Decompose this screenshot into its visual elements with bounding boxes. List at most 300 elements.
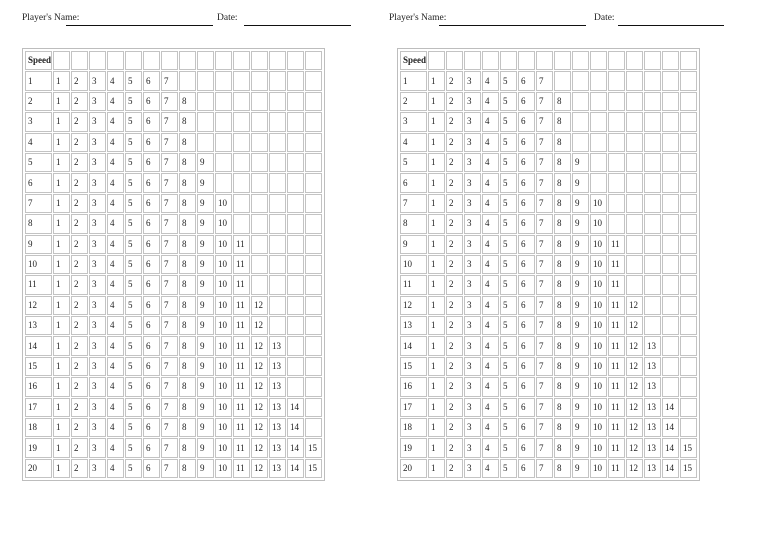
grid-cell[interactable] — [428, 51, 445, 70]
speed-value-cell[interactable]: 2 — [71, 235, 88, 254]
speed-value-cell[interactable]: 10 — [590, 438, 607, 457]
speed-value-cell[interactable]: 8 — [179, 275, 196, 294]
grid-cell[interactable] — [608, 92, 625, 111]
speed-value-cell[interactable]: 1 — [53, 71, 70, 90]
speed-value-cell[interactable]: 1 — [53, 377, 70, 396]
speed-value-cell[interactable]: 10 — [215, 398, 232, 417]
speed-value-cell[interactable]: 5 — [125, 194, 142, 213]
speed-value-cell[interactable]: 14 — [662, 459, 679, 478]
speed-value-cell[interactable]: 6 — [143, 214, 160, 233]
speed-value-cell[interactable]: 7 — [536, 71, 553, 90]
grid-cell[interactable] — [305, 336, 322, 355]
grid-cell[interactable] — [251, 214, 268, 233]
speed-value-cell[interactable]: 10 — [590, 194, 607, 213]
speed-value-cell[interactable]: 9 — [572, 438, 589, 457]
speed-value-cell[interactable]: 8 — [554, 214, 571, 233]
grid-cell[interactable] — [287, 133, 304, 152]
speed-value-cell[interactable]: 4 — [107, 71, 124, 90]
speed-value-cell[interactable]: 5 — [125, 275, 142, 294]
grid-cell[interactable] — [608, 112, 625, 131]
speed-value-cell[interactable]: 3 — [89, 133, 106, 152]
speed-value-cell[interactable]: 13 — [269, 357, 286, 376]
speed-value-cell[interactable]: 7 — [161, 255, 178, 274]
grid-cell[interactable] — [572, 92, 589, 111]
grid-cell[interactable] — [305, 214, 322, 233]
speed-value-cell[interactable]: 2 — [71, 459, 88, 478]
grid-cell[interactable] — [269, 51, 286, 70]
speed-value-cell[interactable]: 10 — [590, 214, 607, 233]
speed-value-cell[interactable]: 4 — [107, 398, 124, 417]
speed-value-cell[interactable]: 4 — [107, 112, 124, 131]
speed-value-cell[interactable]: 6 — [143, 71, 160, 90]
speed-value-cell[interactable]: 3 — [464, 418, 481, 437]
speed-value-cell[interactable]: 6 — [518, 235, 535, 254]
grid-cell[interactable] — [287, 357, 304, 376]
speed-value-cell[interactable]: 6 — [518, 438, 535, 457]
grid-cell[interactable] — [53, 51, 70, 70]
speed-value-cell[interactable]: 4 — [482, 92, 499, 111]
speed-value-cell[interactable]: 11 — [233, 459, 250, 478]
speed-value-cell[interactable]: 12 — [251, 316, 268, 335]
speed-value-cell[interactable]: 3 — [89, 153, 106, 172]
speed-value-cell[interactable]: 6 — [143, 357, 160, 376]
speed-value-cell[interactable]: 10 — [590, 336, 607, 355]
speed-value-cell[interactable]: 3 — [464, 153, 481, 172]
grid-cell[interactable] — [305, 51, 322, 70]
grid-cell[interactable] — [215, 112, 232, 131]
speed-value-cell[interactable]: 5 — [500, 377, 517, 396]
speed-value-cell[interactable]: 13 — [644, 459, 661, 478]
speed-value-cell[interactable]: 7 — [161, 459, 178, 478]
speed-value-cell[interactable]: 11 — [608, 459, 625, 478]
grid-cell[interactable] — [161, 51, 178, 70]
grid-cell[interactable] — [662, 235, 679, 254]
speed-value-cell[interactable]: 10 — [215, 377, 232, 396]
speed-value-cell[interactable]: 15 — [305, 438, 322, 457]
grid-cell[interactable] — [608, 173, 625, 192]
speed-value-cell[interactable]: 5 — [500, 459, 517, 478]
grid-cell[interactable] — [305, 357, 322, 376]
speed-value-cell[interactable]: 3 — [89, 275, 106, 294]
speed-value-cell[interactable]: 14 — [662, 418, 679, 437]
speed-value-cell[interactable]: 7 — [161, 92, 178, 111]
grid-cell[interactable] — [269, 133, 286, 152]
grid-cell[interactable] — [662, 336, 679, 355]
grid-cell[interactable] — [305, 173, 322, 192]
speed-value-cell[interactable]: 7 — [536, 398, 553, 417]
speed-value-cell[interactable]: 7 — [536, 235, 553, 254]
speed-value-cell[interactable]: 10 — [215, 316, 232, 335]
speed-value-cell[interactable]: 11 — [608, 418, 625, 437]
grid-cell[interactable] — [287, 296, 304, 315]
speed-value-cell[interactable]: 4 — [107, 438, 124, 457]
speed-value-cell[interactable]: 3 — [89, 235, 106, 254]
speed-value-cell[interactable]: 1 — [53, 398, 70, 417]
speed-value-cell[interactable]: 6 — [518, 153, 535, 172]
speed-value-cell[interactable]: 7 — [536, 316, 553, 335]
speed-value-cell[interactable]: 12 — [251, 357, 268, 376]
grid-cell[interactable] — [197, 51, 214, 70]
grid-cell[interactable] — [269, 316, 286, 335]
grid-cell[interactable] — [680, 214, 697, 233]
grid-cell[interactable] — [269, 255, 286, 274]
speed-value-cell[interactable]: 7 — [161, 438, 178, 457]
speed-value-cell[interactable]: 9 — [572, 275, 589, 294]
speed-value-cell[interactable]: 5 — [500, 173, 517, 192]
speed-value-cell[interactable]: 2 — [446, 153, 463, 172]
speed-value-cell[interactable]: 8 — [554, 377, 571, 396]
speed-value-cell[interactable]: 4 — [107, 235, 124, 254]
speed-value-cell[interactable]: 9 — [572, 398, 589, 417]
speed-value-cell[interactable]: 7 — [536, 336, 553, 355]
speed-value-cell[interactable]: 10 — [215, 357, 232, 376]
speed-value-cell[interactable]: 3 — [464, 71, 481, 90]
speed-value-cell[interactable]: 9 — [572, 459, 589, 478]
speed-value-cell[interactable]: 4 — [482, 71, 499, 90]
grid-cell[interactable] — [662, 296, 679, 315]
speed-value-cell[interactable]: 3 — [464, 316, 481, 335]
grid-cell[interactable] — [305, 71, 322, 90]
speed-value-cell[interactable]: 1 — [428, 377, 445, 396]
speed-value-cell[interactable]: 5 — [125, 92, 142, 111]
speed-value-cell[interactable]: 2 — [71, 296, 88, 315]
speed-value-cell[interactable]: 6 — [518, 92, 535, 111]
speed-value-cell[interactable]: 5 — [125, 214, 142, 233]
speed-value-cell[interactable]: 4 — [482, 275, 499, 294]
grid-cell[interactable] — [644, 51, 661, 70]
grid-cell[interactable] — [269, 153, 286, 172]
grid-cell[interactable] — [680, 316, 697, 335]
speed-value-cell[interactable]: 8 — [179, 133, 196, 152]
speed-value-cell[interactable]: 4 — [107, 133, 124, 152]
grid-cell[interactable] — [680, 71, 697, 90]
grid-cell[interactable] — [233, 153, 250, 172]
speed-value-cell[interactable]: 9 — [572, 235, 589, 254]
speed-value-cell[interactable]: 6 — [143, 235, 160, 254]
speed-value-cell[interactable]: 6 — [143, 398, 160, 417]
speed-value-cell[interactable]: 9 — [572, 296, 589, 315]
speed-value-cell[interactable]: 11 — [608, 235, 625, 254]
speed-value-cell[interactable]: 1 — [53, 153, 70, 172]
speed-value-cell[interactable]: 8 — [179, 398, 196, 417]
grid-cell[interactable] — [662, 51, 679, 70]
speed-value-cell[interactable]: 1 — [428, 235, 445, 254]
speed-value-cell[interactable]: 7 — [161, 214, 178, 233]
speed-value-cell[interactable]: 11 — [608, 377, 625, 396]
speed-value-cell[interactable]: 10 — [215, 459, 232, 478]
grid-cell[interactable] — [626, 275, 643, 294]
speed-value-cell[interactable]: 14 — [287, 398, 304, 417]
speed-value-cell[interactable]: 1 — [428, 153, 445, 172]
grid-cell[interactable] — [464, 51, 481, 70]
speed-value-cell[interactable]: 2 — [446, 255, 463, 274]
speed-value-cell[interactable]: 13 — [644, 377, 661, 396]
speed-value-cell[interactable]: 8 — [554, 275, 571, 294]
grid-cell[interactable] — [197, 71, 214, 90]
speed-value-cell[interactable]: 5 — [125, 112, 142, 131]
grid-cell[interactable] — [287, 92, 304, 111]
speed-value-cell[interactable]: 9 — [572, 153, 589, 172]
speed-value-cell[interactable]: 11 — [608, 296, 625, 315]
grid-cell[interactable] — [269, 92, 286, 111]
speed-value-cell[interactable]: 10 — [590, 459, 607, 478]
speed-value-cell[interactable]: 6 — [143, 255, 160, 274]
speed-value-cell[interactable]: 4 — [107, 296, 124, 315]
speed-value-cell[interactable]: 4 — [482, 133, 499, 152]
speed-value-cell[interactable]: 5 — [125, 153, 142, 172]
speed-value-cell[interactable]: 9 — [572, 173, 589, 192]
speed-value-cell[interactable]: 5 — [500, 71, 517, 90]
speed-value-cell[interactable]: 14 — [662, 398, 679, 417]
grid-cell[interactable] — [626, 235, 643, 254]
grid-cell[interactable] — [680, 51, 697, 70]
grid-cell[interactable] — [233, 214, 250, 233]
speed-value-cell[interactable]: 5 — [125, 235, 142, 254]
grid-cell[interactable] — [233, 112, 250, 131]
grid-cell[interactable] — [590, 133, 607, 152]
speed-value-cell[interactable]: 11 — [233, 418, 250, 437]
speed-value-cell[interactable]: 3 — [89, 418, 106, 437]
speed-value-cell[interactable]: 12 — [251, 377, 268, 396]
grid-cell[interactable] — [233, 71, 250, 90]
grid-cell[interactable] — [251, 92, 268, 111]
speed-value-cell[interactable]: 6 — [143, 459, 160, 478]
grid-cell[interactable] — [644, 112, 661, 131]
speed-value-cell[interactable]: 7 — [161, 316, 178, 335]
speed-value-cell[interactable]: 6 — [518, 275, 535, 294]
speed-value-cell[interactable]: 2 — [446, 357, 463, 376]
grid-cell[interactable] — [662, 92, 679, 111]
grid-cell[interactable] — [233, 194, 250, 213]
grid-cell[interactable] — [662, 377, 679, 396]
speed-value-cell[interactable]: 9 — [572, 357, 589, 376]
grid-cell[interactable] — [305, 418, 322, 437]
speed-value-cell[interactable]: 7 — [161, 133, 178, 152]
speed-value-cell[interactable]: 3 — [89, 214, 106, 233]
speed-value-cell[interactable]: 8 — [179, 235, 196, 254]
speed-value-cell[interactable]: 9 — [197, 459, 214, 478]
speed-value-cell[interactable]: 6 — [518, 112, 535, 131]
speed-value-cell[interactable]: 9 — [197, 255, 214, 274]
speed-value-cell[interactable]: 3 — [464, 173, 481, 192]
grid-cell[interactable] — [644, 296, 661, 315]
speed-value-cell[interactable]: 4 — [107, 336, 124, 355]
speed-value-cell[interactable]: 10 — [215, 296, 232, 315]
speed-value-cell[interactable]: 8 — [179, 336, 196, 355]
grid-cell[interactable] — [251, 71, 268, 90]
grid-cell[interactable] — [554, 51, 571, 70]
speed-value-cell[interactable]: 7 — [536, 92, 553, 111]
grid-cell[interactable] — [536, 51, 553, 70]
speed-value-cell[interactable]: 10 — [215, 336, 232, 355]
speed-value-cell[interactable]: 2 — [446, 133, 463, 152]
speed-value-cell[interactable]: 13 — [644, 336, 661, 355]
speed-value-cell[interactable]: 4 — [482, 255, 499, 274]
speed-value-cell[interactable]: 2 — [446, 438, 463, 457]
grid-cell[interactable] — [269, 112, 286, 131]
speed-value-cell[interactable]: 12 — [251, 459, 268, 478]
grid-cell[interactable] — [626, 214, 643, 233]
grid-cell[interactable] — [662, 255, 679, 274]
speed-value-cell[interactable]: 1 — [53, 275, 70, 294]
speed-value-cell[interactable]: 12 — [251, 336, 268, 355]
speed-value-cell[interactable]: 1 — [53, 296, 70, 315]
speed-value-cell[interactable]: 3 — [89, 336, 106, 355]
speed-value-cell[interactable]: 2 — [446, 398, 463, 417]
grid-cell[interactable] — [554, 71, 571, 90]
speed-value-cell[interactable]: 7 — [536, 377, 553, 396]
speed-value-cell[interactable]: 8 — [179, 112, 196, 131]
speed-value-cell[interactable]: 5 — [125, 71, 142, 90]
grid-cell[interactable] — [179, 71, 196, 90]
speed-value-cell[interactable]: 13 — [644, 398, 661, 417]
speed-value-cell[interactable]: 5 — [125, 357, 142, 376]
speed-value-cell[interactable]: 4 — [107, 377, 124, 396]
speed-value-cell[interactable]: 3 — [89, 92, 106, 111]
grid-cell[interactable] — [197, 112, 214, 131]
grid-cell[interactable] — [662, 357, 679, 376]
grid-cell[interactable] — [680, 112, 697, 131]
grid-cell[interactable] — [626, 112, 643, 131]
speed-value-cell[interactable]: 3 — [464, 194, 481, 213]
speed-value-cell[interactable]: 4 — [107, 92, 124, 111]
speed-value-cell[interactable]: 6 — [518, 336, 535, 355]
speed-value-cell[interactable]: 9 — [572, 316, 589, 335]
speed-value-cell[interactable]: 6 — [143, 173, 160, 192]
speed-value-cell[interactable]: 9 — [197, 418, 214, 437]
speed-value-cell[interactable]: 10 — [590, 398, 607, 417]
speed-value-cell[interactable]: 3 — [464, 214, 481, 233]
speed-value-cell[interactable]: 6 — [518, 133, 535, 152]
speed-value-cell[interactable]: 11 — [608, 255, 625, 274]
speed-value-cell[interactable]: 2 — [446, 316, 463, 335]
speed-value-cell[interactable]: 2 — [446, 235, 463, 254]
speed-value-cell[interactable]: 7 — [161, 173, 178, 192]
speed-value-cell[interactable]: 12 — [626, 296, 643, 315]
speed-value-cell[interactable]: 10 — [215, 194, 232, 213]
speed-value-cell[interactable]: 3 — [464, 459, 481, 478]
speed-value-cell[interactable]: 8 — [554, 336, 571, 355]
speed-value-cell[interactable]: 3 — [89, 112, 106, 131]
speed-value-cell[interactable]: 1 — [53, 235, 70, 254]
speed-value-cell[interactable]: 3 — [464, 235, 481, 254]
speed-value-cell[interactable]: 12 — [626, 459, 643, 478]
speed-value-cell[interactable]: 6 — [143, 438, 160, 457]
speed-value-cell[interactable]: 7 — [161, 398, 178, 417]
grid-cell[interactable] — [626, 255, 643, 274]
grid-cell[interactable] — [644, 133, 661, 152]
speed-value-cell[interactable]: 12 — [251, 296, 268, 315]
speed-value-cell[interactable]: 5 — [500, 255, 517, 274]
grid-cell[interactable] — [590, 112, 607, 131]
speed-value-cell[interactable]: 10 — [215, 255, 232, 274]
speed-value-cell[interactable]: 12 — [626, 418, 643, 437]
grid-cell[interactable] — [251, 275, 268, 294]
speed-value-cell[interactable]: 8 — [179, 459, 196, 478]
grid-cell[interactable] — [482, 51, 499, 70]
speed-value-cell[interactable]: 1 — [53, 459, 70, 478]
grid-cell[interactable] — [287, 316, 304, 335]
grid-cell[interactable] — [680, 235, 697, 254]
speed-value-cell[interactable]: 1 — [428, 459, 445, 478]
grid-cell[interactable] — [644, 275, 661, 294]
speed-value-cell[interactable]: 8 — [179, 153, 196, 172]
grid-cell[interactable] — [305, 112, 322, 131]
grid-cell[interactable] — [107, 51, 124, 70]
grid-cell[interactable] — [305, 194, 322, 213]
grid-cell[interactable] — [680, 194, 697, 213]
speed-value-cell[interactable]: 15 — [680, 459, 697, 478]
speed-value-cell[interactable]: 12 — [626, 357, 643, 376]
speed-value-cell[interactable]: 3 — [89, 255, 106, 274]
speed-value-cell[interactable]: 10 — [590, 377, 607, 396]
grid-cell[interactable] — [215, 133, 232, 152]
speed-value-cell[interactable]: 6 — [518, 316, 535, 335]
speed-value-cell[interactable]: 12 — [626, 438, 643, 457]
speed-value-cell[interactable]: 8 — [554, 112, 571, 131]
speed-value-cell[interactable]: 14 — [287, 459, 304, 478]
speed-value-cell[interactable]: 9 — [197, 398, 214, 417]
speed-value-cell[interactable]: 9 — [197, 296, 214, 315]
grid-cell[interactable] — [269, 214, 286, 233]
speed-value-cell[interactable]: 11 — [608, 357, 625, 376]
grid-cell[interactable] — [662, 194, 679, 213]
speed-value-cell[interactable]: 4 — [482, 377, 499, 396]
speed-value-cell[interactable]: 7 — [536, 459, 553, 478]
grid-cell[interactable] — [287, 255, 304, 274]
grid-cell[interactable] — [215, 92, 232, 111]
speed-value-cell[interactable]: 7 — [161, 153, 178, 172]
grid-cell[interactable] — [626, 153, 643, 172]
speed-value-cell[interactable]: 12 — [251, 438, 268, 457]
speed-value-cell[interactable]: 14 — [287, 438, 304, 457]
grid-cell[interactable] — [680, 357, 697, 376]
speed-value-cell[interactable]: 4 — [107, 316, 124, 335]
grid-cell[interactable] — [197, 92, 214, 111]
grid-cell[interactable] — [680, 255, 697, 274]
speed-value-cell[interactable]: 1 — [428, 296, 445, 315]
speed-value-cell[interactable]: 1 — [428, 357, 445, 376]
grid-cell[interactable] — [590, 173, 607, 192]
speed-value-cell[interactable]: 8 — [179, 214, 196, 233]
speed-value-cell[interactable]: 9 — [197, 194, 214, 213]
speed-value-cell[interactable]: 8 — [179, 92, 196, 111]
speed-value-cell[interactable]: 5 — [500, 316, 517, 335]
grid-cell[interactable] — [662, 71, 679, 90]
speed-value-cell[interactable]: 5 — [500, 214, 517, 233]
speed-value-cell[interactable]: 2 — [71, 377, 88, 396]
grid-cell[interactable] — [662, 214, 679, 233]
speed-value-cell[interactable]: 6 — [518, 377, 535, 396]
date-line[interactable] — [244, 25, 351, 26]
speed-value-cell[interactable]: 2 — [71, 133, 88, 152]
grid-cell[interactable] — [305, 275, 322, 294]
grid-cell[interactable] — [233, 133, 250, 152]
grid-cell[interactable] — [287, 51, 304, 70]
speed-value-cell[interactable]: 8 — [554, 418, 571, 437]
speed-value-cell[interactable]: 5 — [500, 235, 517, 254]
grid-cell[interactable] — [680, 153, 697, 172]
grid-cell[interactable] — [305, 133, 322, 152]
speed-value-cell[interactable]: 6 — [518, 418, 535, 437]
speed-value-cell[interactable]: 7 — [161, 275, 178, 294]
grid-cell[interactable] — [518, 51, 535, 70]
speed-value-cell[interactable]: 5 — [500, 357, 517, 376]
grid-cell[interactable] — [644, 153, 661, 172]
speed-value-cell[interactable]: 8 — [179, 357, 196, 376]
speed-value-cell[interactable]: 13 — [269, 459, 286, 478]
speed-value-cell[interactable]: 15 — [305, 459, 322, 478]
